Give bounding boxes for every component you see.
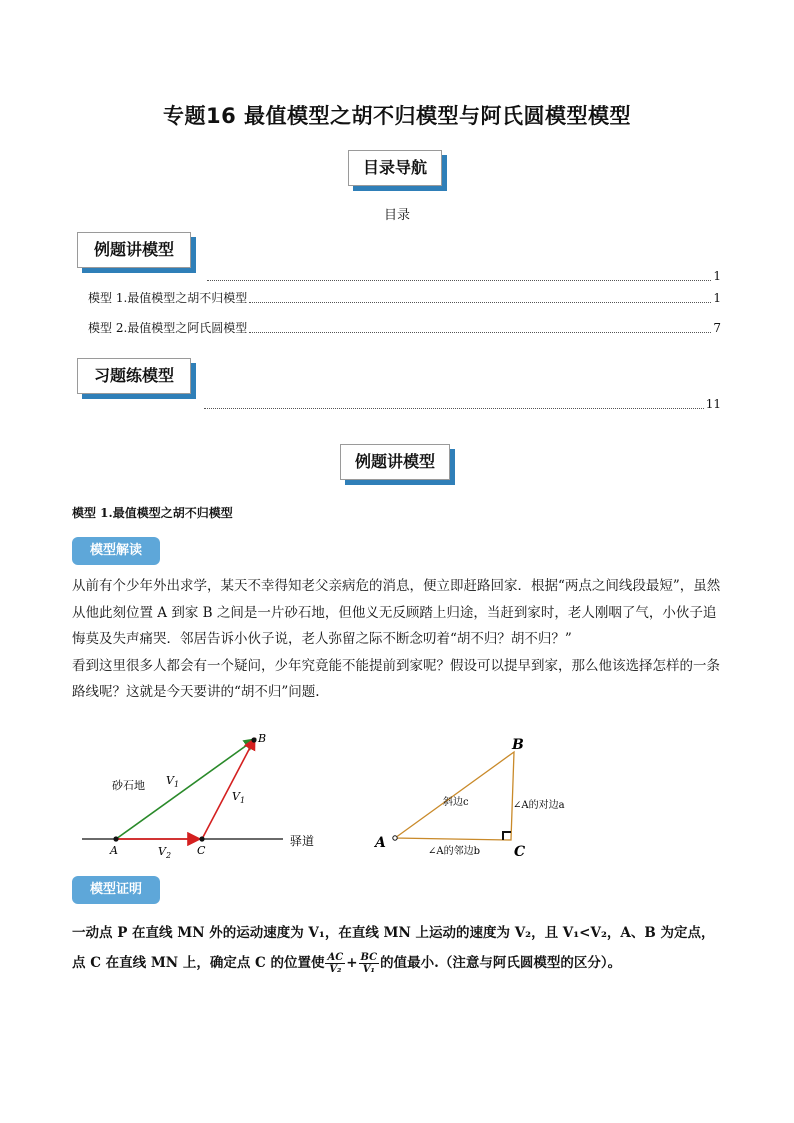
toc-section-exercises: 习题练模型 <box>77 358 191 394</box>
label-v1-green: $V_1$ <box>166 774 180 789</box>
section-heading: 例题讲模型 <box>340 444 450 480</box>
model-title: 模型 1.最值模型之胡不归模型 <box>72 506 233 520</box>
label-sand: 砂石地 <box>112 779 145 792</box>
paragraph-1: 从前有个少年外出求学，某天不幸得知老父亲病危的消息，便立即赶路回家．根据“两点之间线段最短”，虽然从他此刻位置 A 到家 B 之间是一片砂石地，但他义无反顾踏上归途，当赶到家时，老人刚咽了气，小伙子追悔莫及失声痛哭．邻居告诉小伙子说，老人弥留之际不断念叨着“胡不归？胡不归？” <box>72 578 721 647</box>
toc-entry-model2[interactable]: 模型 2.最值模型之阿氏圆模型 7 <box>88 321 721 335</box>
label-C: C <box>197 844 206 857</box>
point-A <box>113 836 118 841</box>
fraction-bc-v1: $\frac{BC}{\text{V₁}}$ <box>360 952 378 975</box>
figure-hubugui-path <box>78 728 328 864</box>
label-road: 驿道 <box>290 834 315 848</box>
fraction-ac-v2: $\frac{AC}{\text{V₂}}$ <box>327 952 344 975</box>
toc-page: 1 <box>713 291 721 305</box>
toc-page: 7 <box>713 321 721 335</box>
toc-page: 1 <box>713 269 721 283</box>
point-A <box>393 836 397 840</box>
point-B <box>251 737 256 742</box>
toc-entry-exercises[interactable] <box>202 396 721 412</box>
label-hyp: 斜边c <box>443 797 469 808</box>
toc-page: 11 <box>705 397 721 411</box>
segment-CB <box>202 740 254 839</box>
label-B: B <box>258 732 267 745</box>
label-B: B <box>512 737 524 753</box>
figure-right-triangle <box>370 732 580 864</box>
label-A: A <box>110 844 118 857</box>
label-v2: $V_2$ <box>158 845 172 860</box>
toc-label: 目录 <box>383 208 410 223</box>
model-statement <box>72 918 732 978</box>
paragraph-2: 看到这里很多人都会有一个疑问，少年究竟能不能提前到家呢？假设可以提早到家，那么他该选择怎样的一条路线呢？这就是今天要讲的“胡不归”问题. <box>72 657 720 700</box>
triangle <box>395 752 514 840</box>
story-text <box>72 573 724 706</box>
label-v1-red: $V_1$ <box>232 790 246 805</box>
point-C <box>199 836 204 841</box>
toc-entry-examples[interactable] <box>205 268 721 284</box>
toc-section-examples: 例题讲模型 <box>77 232 191 268</box>
pill-model-proof: 模型证明 <box>72 876 160 904</box>
label-adj: ∠A的邻边b <box>428 846 481 857</box>
label-C: C <box>514 844 526 860</box>
label-opp: ∠A的对边a <box>513 800 565 811</box>
right-angle-mark <box>503 832 511 840</box>
label-A: A <box>375 835 386 851</box>
toc-entry-model1[interactable]: 模型 1.最值模型之胡不归模型 1 <box>88 291 721 305</box>
statement-line-1: 一动点 P 在直线 MN 外的运动速度为 V₁，在直线 MN 上运动的速度为 V₂，且 V₁<V₂，A、B 为定点， <box>72 925 715 941</box>
toc-heading: 目录导航 <box>348 150 442 186</box>
statement-line-2: 点 C 在直线 MN 上，确定点 C 的位置使 $\frac{AC}{\text{V₂}}$ + $\frac{BC}{\text{V₁}}$ 的值最小.（注意与阿氏圆模型的区分）。 <box>72 952 622 975</box>
page-title: 专题16 最值模型之胡不归模型与阿氏圆模型模型 <box>162 104 632 128</box>
pill-model-reading: 模型解读 <box>72 537 160 565</box>
